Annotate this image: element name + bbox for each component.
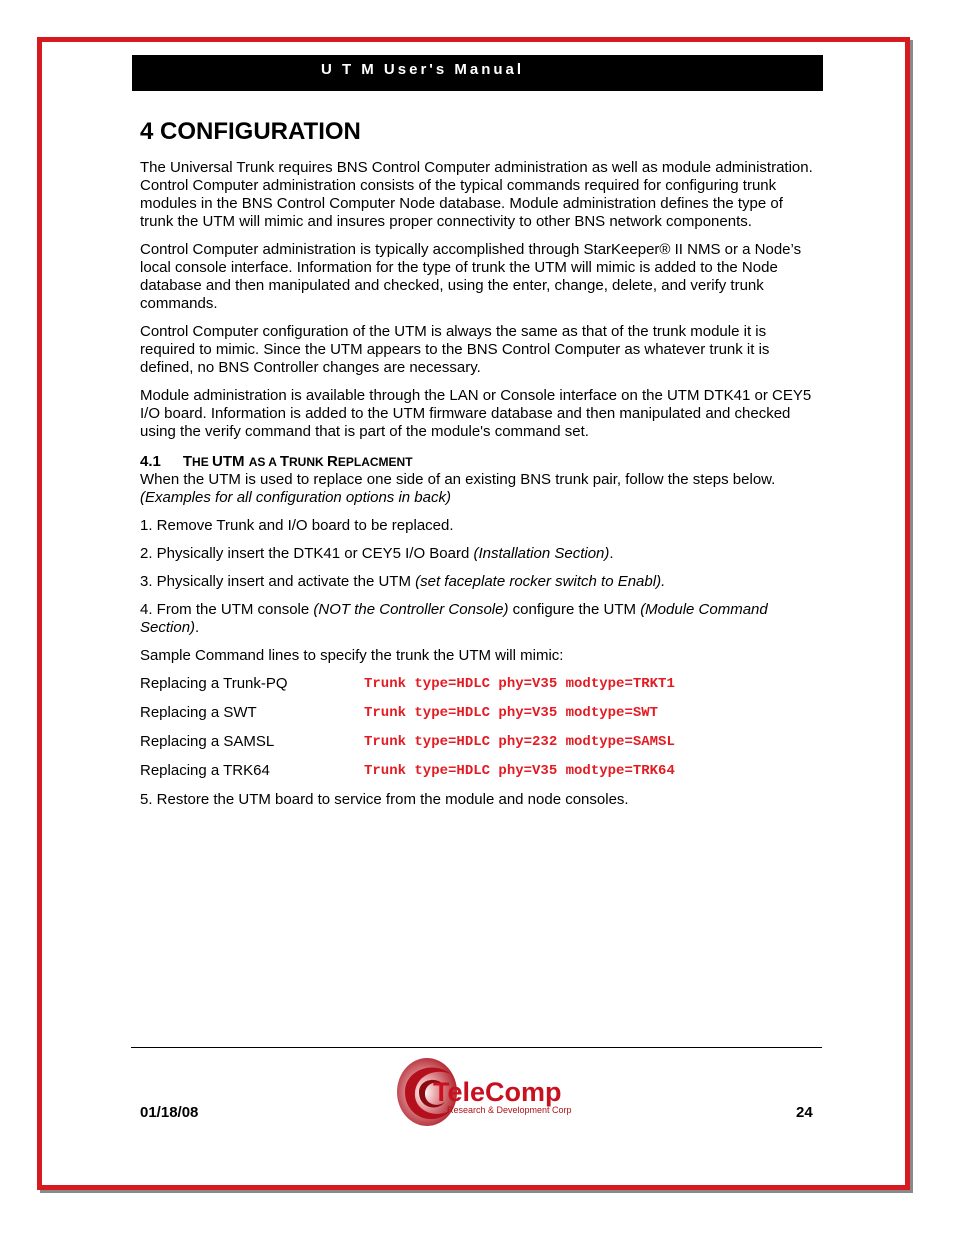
sample-intro: Sample Command lines to specify the trunk the UTM will mimic:: [140, 647, 564, 664]
page-content: [140, 116, 820, 819]
paragraph: Control Computer administration is typically accomplished through StarKeeper® II NMS or a Node’s local console interface. Information for the type of trunk the UTM will mimic is added to the Node database and then manipulated and checked, using the enter, change, delete, and verify trunk commands.: [140, 241, 802, 312]
section-number: 4.1: [140, 453, 161, 470]
command-label: Replacing a TRK64: [140, 762, 270, 779]
section-heading: 4.1 THE UTM AS A TRUNK REPLACMENT: [140, 453, 413, 470]
paragraph: Module administration is available through the LAN or Console interface on the UTM DTK41 or CEY5 I/O board. Information is added to the UTM firmware database and then manipulated and checked using the verify command that is part of the module's command set.: [140, 387, 812, 440]
logo-wordmark: TeleComp: [433, 1077, 562, 1107]
command-row: [140, 762, 820, 780]
command-code: Trunk type=HDLC phy=V35 modtype=TRKT1: [364, 676, 675, 692]
command-row: [140, 733, 820, 751]
command-label: Replacing a Trunk-PQ: [140, 675, 288, 692]
manual-title: U T M User's Manual: [320, 61, 525, 78]
chapter-title: 4 CONFIGURATION: [140, 118, 361, 145]
command-row: [140, 675, 820, 693]
paragraph: Control Computer configuration of the UTM is always the same as that of the trunk module it is required to mimic. Since the UTM appears to the BNS Control Computer as whatever trunk it is defined, no BNS Controller changes are necessary.: [140, 323, 770, 376]
command-label: Replacing a SWT: [140, 704, 257, 721]
footer-divider: [131, 1047, 822, 1048]
step-5: 5. Restore the UTM board to service from the module and node consoles.: [140, 791, 629, 808]
command-code: Trunk type=HDLC phy=V35 modtype=TRK64: [364, 763, 675, 779]
command-label: Replacing a SAMSL: [140, 733, 275, 750]
step-1: 1. Remove Trunk and I/O board to be replaced.: [140, 517, 454, 534]
intro-note: (Examples for all configuration options in back): [140, 489, 451, 506]
step-4: 4. From the UTM console (NOT the Controller Console) configure the UTM (Module Command Section).: [140, 601, 768, 636]
command-row: [140, 704, 820, 722]
footer-date: 01/18/08: [140, 1104, 199, 1121]
logo-subtitle: Research & Development Corp: [447, 1105, 572, 1115]
section-intro: When the UTM is used to replace one side of an existing BNS trunk pair, follow the steps below. (Examples for all configuration options in back): [140, 471, 776, 506]
step-2: 2. Physically insert the DTK41 or CEY5 I/O Board (Installation Section).: [140, 545, 614, 562]
command-code: Trunk type=HDLC phy=232 modtype=SAMSL: [364, 734, 675, 750]
command-code: Trunk type=HDLC phy=V35 modtype=SWT: [364, 705, 659, 721]
telecomp-logo: [393, 1052, 583, 1130]
page-number: 24: [796, 1104, 813, 1121]
paragraph: The Universal Trunk requires BNS Control Computer administration as well as module administration. Control Computer administration consists of the typical commands required for configuring trunk modules in the BNS Control Computer Node database. Module administration defines the type of trunk the UTM will mimic and insures proper connectivity to other BNS network components.: [140, 159, 813, 230]
step-3: 3. Physically insert and activate the UTM (set faceplate rocker switch to Enabl).: [140, 573, 666, 590]
header-bar: [132, 55, 823, 91]
